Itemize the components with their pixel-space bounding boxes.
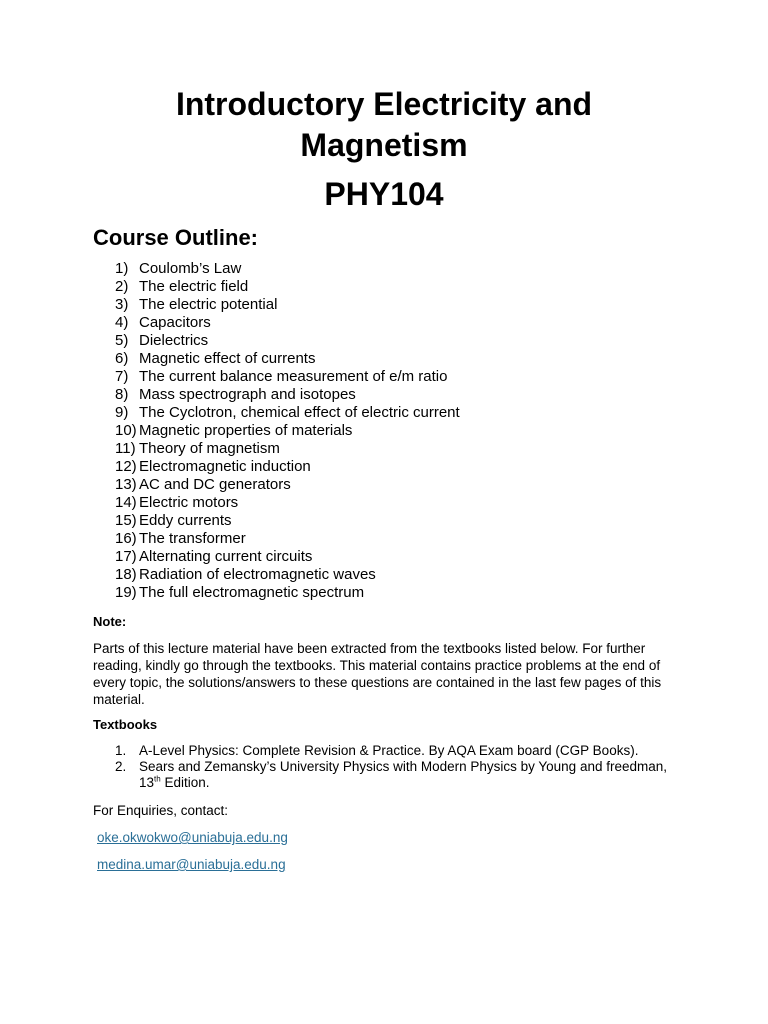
textbook-item-text: A-Level Physics: Complete Revision & Practice. By AQA Exam board (CGP Books). — [139, 743, 639, 758]
textbooks-label: Textbooks — [93, 717, 158, 732]
title-line-1: Introductory Electricity and — [175, 86, 593, 122]
textbook-item-number: 1. — [115, 743, 127, 758]
document-title — [0, 84, 768, 166]
outline-item-number: 10) — [115, 422, 137, 439]
textbook-item-text: Sears and Zemansky’s University Physics with Modern Physics by Young and freedman, 13 — [139, 759, 668, 790]
outline-item-text: Coulomb’s Law — [139, 260, 242, 277]
enquiry-text: For Enquiries, contact: — [93, 803, 229, 818]
outline-item-number: 12) — [115, 458, 137, 475]
course-outline-list — [115, 260, 460, 602]
outline-item-text: Magnetic effect of currents — [139, 350, 316, 367]
outline-item — [115, 350, 460, 368]
outline-item-number: 14) — [115, 494, 137, 511]
outline-item-text: Alternating current circuits — [139, 548, 313, 565]
outline-item — [115, 278, 460, 296]
outline-item-text: Radiation of electromagnetic waves — [139, 566, 376, 583]
outline-item — [115, 440, 460, 458]
outline-item-text: Dielectrics — [139, 332, 209, 349]
outline-item — [115, 368, 460, 386]
outline-item-number: 18) — [115, 566, 137, 583]
outline-item-text: Capacitors — [139, 314, 211, 331]
course-outline-heading: Course Outline: — [93, 225, 259, 250]
outline-item-number: 4) — [115, 314, 129, 331]
outline-item-text: Magnetic properties of materials — [139, 422, 353, 439]
outline-item-text: The current balance measurement of e/m ratio — [139, 368, 448, 385]
outline-item — [115, 386, 460, 404]
outline-item-text: AC and DC generators — [139, 476, 291, 493]
outline-item-text: The Cyclotron, chemical effect of electric current — [139, 404, 460, 421]
outline-item-number: 13) — [115, 476, 137, 493]
outline-item-number: 8) — [115, 386, 129, 403]
outline-item-text: The electric potential — [139, 296, 278, 313]
course-code: PHY104 — [324, 176, 444, 212]
outline-item-number: 3) — [115, 296, 129, 313]
outline-item-text: Electromagnetic induction — [139, 458, 311, 475]
outline-item-text: Electric motors — [139, 494, 239, 511]
outline-item — [115, 530, 460, 548]
outline-item — [115, 476, 460, 494]
outline-item-number: 2) — [115, 278, 129, 295]
outline-item — [115, 584, 460, 602]
note-text: Parts of this lecture material have been extracted from the textbooks listed below. For further reading, kindly go through the textbooks. This material contains practice problems at the end of every topic, the solutions/answers to these questions are contained in the last few pages of this material. — [93, 641, 662, 707]
outline-item-text: The full electromagnetic spectrum — [139, 584, 365, 601]
textbook-item — [115, 759, 685, 791]
outline-item — [115, 566, 460, 584]
outline-item-number: 9) — [115, 404, 129, 421]
outline-item-number: 16) — [115, 530, 137, 547]
outline-item-text: The electric field — [139, 278, 249, 295]
outline-item — [115, 260, 460, 278]
outline-item — [115, 512, 460, 530]
outline-item-number: 17) — [115, 548, 137, 565]
outline-item — [115, 548, 460, 566]
outline-item-text: Theory of magnetism — [139, 440, 280, 457]
outline-item-number: 7) — [115, 368, 129, 385]
outline-item-number: 6) — [115, 350, 129, 367]
note-label: Note: — [93, 614, 127, 629]
outline-item-number: 5) — [115, 332, 129, 349]
outline-item — [115, 332, 460, 350]
outline-item — [115, 296, 460, 314]
outline-item-number: 11) — [115, 440, 136, 457]
textbook-item-text-suffix: Edition. — [160, 775, 210, 790]
contact-email-link[interactable]: oke.okwokwo@uniabuja.edu.ng — [97, 830, 288, 845]
outline-item — [115, 422, 460, 440]
outline-item-number: 19) — [115, 584, 137, 601]
edition-superscript: th — [154, 774, 161, 784]
outline-item-text: Mass spectrograph and isotopes — [139, 386, 356, 403]
outline-item — [115, 494, 460, 512]
outline-item-text: The transformer — [139, 530, 246, 547]
outline-item — [115, 404, 460, 422]
outline-item-number: 1) — [115, 260, 129, 277]
outline-item — [115, 314, 460, 332]
textbook-item — [115, 743, 685, 759]
outline-item-text: Eddy currents — [139, 512, 232, 529]
outline-item-number: 15) — [115, 512, 137, 529]
title-line-2: Magnetism — [300, 127, 468, 163]
outline-item — [115, 458, 460, 476]
contact-email-link[interactable]: medina.umar@uniabuja.edu.ng — [97, 857, 286, 872]
textbook-item-number: 2. — [115, 759, 127, 774]
textbook-list — [115, 743, 685, 791]
